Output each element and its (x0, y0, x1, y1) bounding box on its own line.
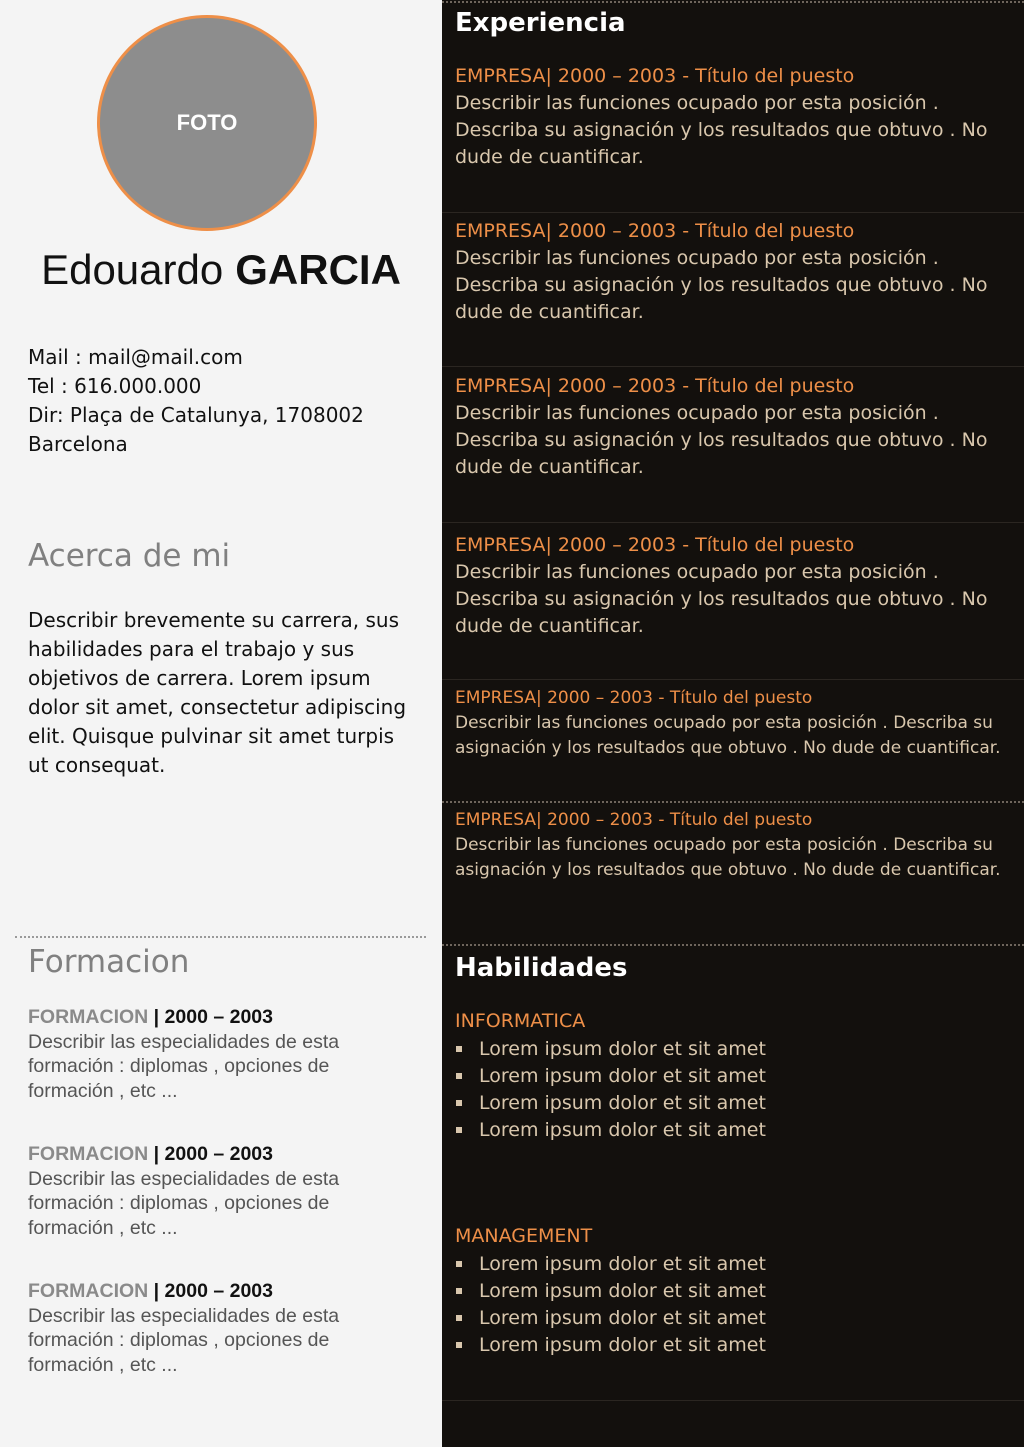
skill-item (455, 1251, 766, 1278)
job-description: Describir las funciones ocupado por esta posición . Describa su asignación y los resultados que obtuvo . No dude de cuantificar. (455, 561, 988, 637)
bottom-divider (442, 1400, 1024, 1401)
experience-title: Experiencia (455, 8, 626, 38)
job-title: EMPRESA| 2000 – 2003 - Título del puesto (455, 810, 813, 830)
skill-item (455, 1090, 766, 1117)
education-item-heading (28, 1279, 408, 1304)
contact-tel: Tel : 616.000.000 (28, 374, 202, 398)
skill-item (455, 1036, 766, 1063)
job-description: Describir las funciones ocupado por esta posición . Describa su asignación y los resultados que obtuvo . No dude de cuantificar. (455, 247, 988, 323)
square-bullet-icon (456, 1073, 462, 1079)
education-item-heading (28, 1005, 408, 1030)
education-years: | 2000 – 2003 (148, 1006, 273, 1028)
education-item (28, 1279, 408, 1377)
skill-item (455, 1278, 766, 1305)
education-item (28, 1142, 408, 1240)
skill-text: Lorem ipsum dolor et sit amet (479, 1253, 766, 1275)
job-entry (455, 63, 1010, 171)
skill-group-title: INFORMATICA (455, 1010, 586, 1032)
skills-divider (442, 944, 1024, 946)
education-label: FORMACION (28, 1006, 149, 1028)
contact-info (28, 343, 364, 459)
about-title: Acerca de mi (28, 538, 231, 574)
job-title: EMPRESA| 2000 – 2003 - Título del puesto (455, 688, 813, 708)
photo-placeholder (97, 15, 317, 231)
job-description: Describir las funciones ocupado por esta posición . Describa su asignación y los resultados que obtuvo . No dude de cuantificar. (455, 835, 1001, 880)
education-label: FORMACION (28, 1280, 149, 1302)
job-title: EMPRESA| 2000 – 2003 - Título del puesto (455, 375, 855, 397)
skill-text: Lorem ipsum dolor et sit amet (479, 1334, 766, 1356)
education-description: Describir las especialidades de esta formación : diplomas , opciones de formación , etc ... (28, 1304, 340, 1376)
job-divider (442, 522, 1024, 523)
about-text: Describir brevemente su carrera, sus habilidades para el trabajo y sus objetivos de carrera. Lorem ipsum dolor sit amet, consectetur adipiscing elit. Quisque pulvinar sit amet turpis ut consequat. (28, 608, 407, 777)
square-bullet-icon (456, 1261, 462, 1267)
education-years: | 2000 – 2003 (148, 1143, 273, 1165)
job-entry (455, 808, 1010, 883)
job-entry (455, 532, 1010, 640)
left-divider (15, 936, 426, 938)
skill-text: Lorem ipsum dolor et sit amet (479, 1092, 766, 1114)
job-divider (442, 801, 1024, 803)
skill-list (455, 1036, 766, 1144)
job-divider (442, 212, 1024, 213)
square-bullet-icon (456, 1315, 462, 1321)
contact-address-line1: Dir: Plaça de Catalunya, 1708002 (28, 403, 364, 427)
skill-item (455, 1117, 766, 1144)
full-name (0, 246, 442, 294)
skills-title: Habilidades (455, 953, 628, 983)
square-bullet-icon (456, 1288, 462, 1294)
education-label: FORMACION (28, 1143, 149, 1165)
job-title: EMPRESA| 2000 – 2003 - Título del puesto (455, 65, 855, 87)
job-title: EMPRESA| 2000 – 2003 - Título del puesto (455, 534, 855, 556)
square-bullet-icon (456, 1342, 462, 1348)
job-description: Describir las funciones ocupado por esta posición . Describa su asignación y los resultados que obtuvo . No dude de cuantificar. (455, 92, 988, 168)
education-description: Describir las especialidades de esta formación : diplomas , opciones de formación , etc ... (28, 1030, 340, 1102)
job-divider (442, 366, 1024, 367)
job-divider (442, 679, 1024, 680)
photo-label: FOTO (176, 110, 238, 135)
skill-item (455, 1332, 766, 1359)
skill-item (455, 1305, 766, 1332)
education-years: | 2000 – 2003 (148, 1280, 273, 1302)
skill-text: Lorem ipsum dolor et sit amet (479, 1119, 766, 1141)
skill-text: Lorem ipsum dolor et sit amet (479, 1065, 766, 1087)
job-entry (455, 686, 1010, 761)
education-item (28, 1005, 408, 1103)
job-entry (455, 373, 1010, 481)
top-divider (442, 1, 1024, 3)
job-description: Describir las funciones ocupado por esta posición . Describa su asignación y los resultados que obtuvo . No dude de cuantificar. (455, 713, 1001, 758)
square-bullet-icon (456, 1100, 462, 1106)
skill-list (455, 1251, 766, 1359)
skill-text: Lorem ipsum dolor et sit amet (479, 1280, 766, 1302)
education-item-heading (28, 1142, 408, 1167)
square-bullet-icon (456, 1046, 462, 1052)
job-entry (455, 218, 1010, 326)
last-name: GARCIA (235, 246, 401, 293)
first-name: Edouardo (41, 246, 224, 293)
skill-text: Lorem ipsum dolor et sit amet (479, 1038, 766, 1060)
skill-text: Lorem ipsum dolor et sit amet (479, 1307, 766, 1329)
education-title: Formacion (28, 944, 190, 980)
education-description: Describir las especialidades de esta formación : diplomas , opciones de formación , etc ... (28, 1167, 340, 1239)
contact-mail: Mail : mail@mail.com (28, 345, 243, 369)
skill-item (455, 1063, 766, 1090)
skill-group-title: MANAGEMENT (455, 1225, 593, 1247)
contact-address-line2: Barcelona (28, 432, 128, 456)
job-description: Describir las funciones ocupado por esta posición . Describa su asignación y los resultados que obtuvo . No dude de cuantificar. (455, 402, 988, 478)
square-bullet-icon (456, 1127, 462, 1133)
job-title: EMPRESA| 2000 – 2003 - Título del puesto (455, 220, 855, 242)
